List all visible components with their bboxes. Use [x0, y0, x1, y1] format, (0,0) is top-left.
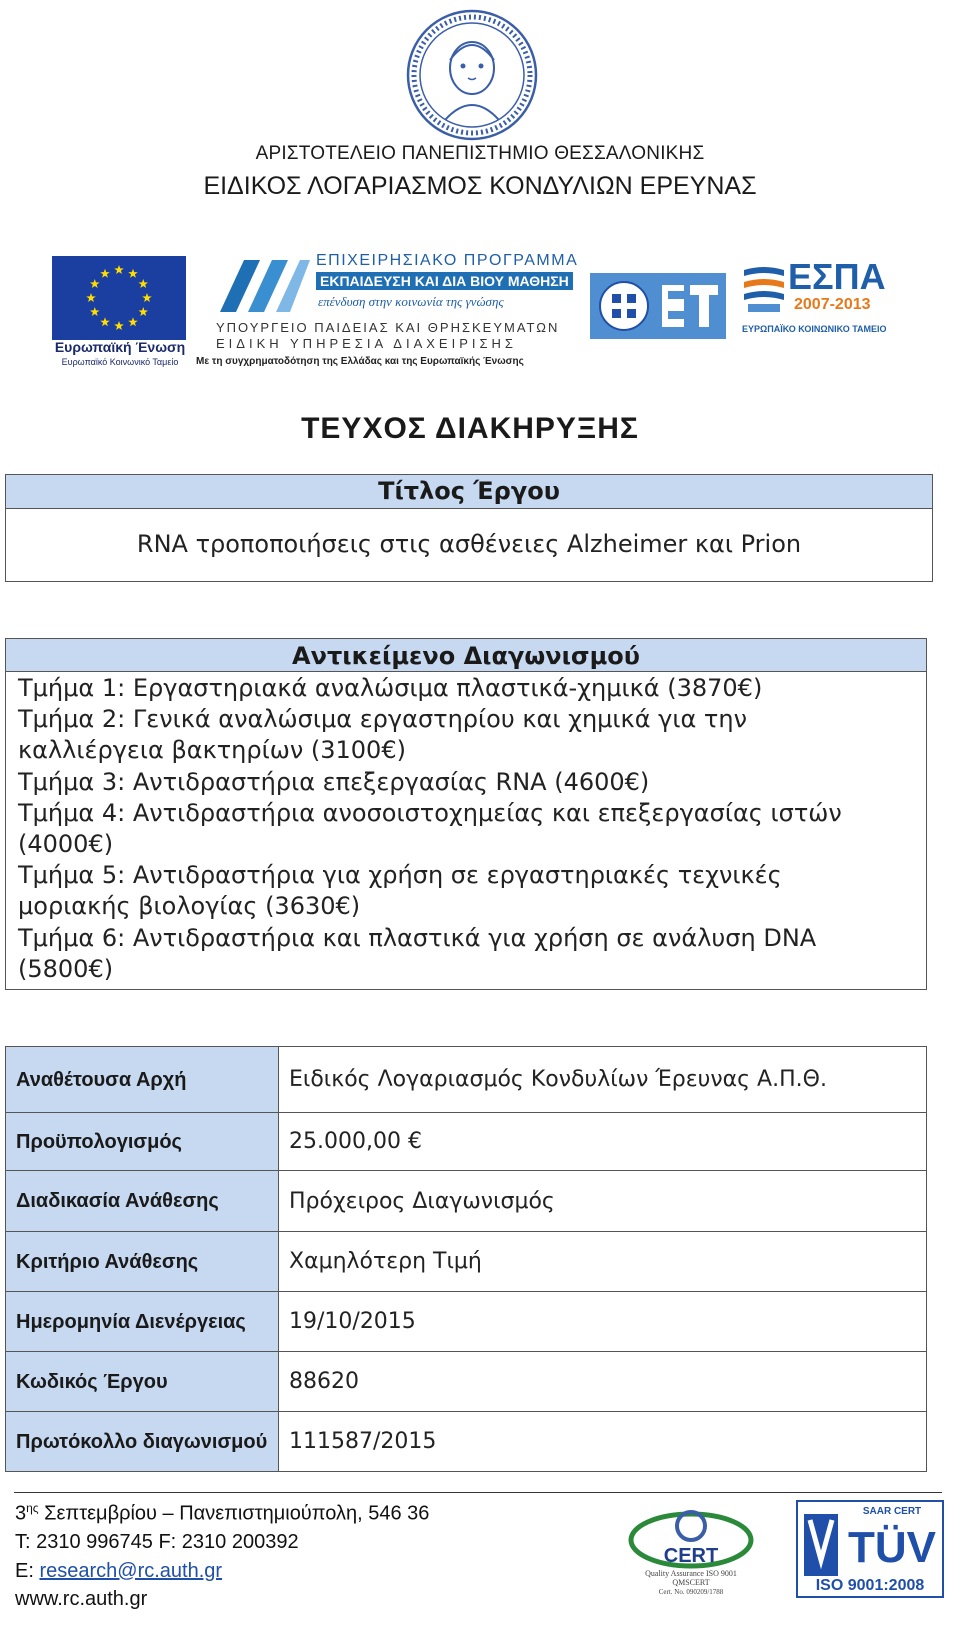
programme-wave-icon — [216, 252, 312, 318]
detail-value: 19/10/2015 — [279, 1292, 927, 1352]
table-row — [6, 1113, 927, 1171]
detail-value: 25.000,00 € — [279, 1113, 927, 1171]
detail-label: Προϋπολογισμός — [6, 1113, 279, 1171]
object-line: μοριακής βιολογίας (3630€) — [18, 892, 361, 921]
detail-label: Ημερομηνία Διενέργειας — [6, 1292, 279, 1352]
detail-value: 111587/2015 — [279, 1412, 927, 1472]
espa-logo — [742, 256, 894, 342]
table-row — [6, 1292, 927, 1352]
programme-slogan: επένδυση στην κοινωνία της γνώσης — [318, 294, 504, 309]
table-row — [6, 1412, 927, 1472]
eu-flag-icon — [52, 256, 186, 340]
espa-stripes-icon — [742, 264, 786, 314]
greek-emblem-logo — [590, 273, 726, 339]
footer-website[interactable]: www.rc.auth.gr — [15, 1588, 148, 1611]
tuv-iso-label: ISO 9001:2008 — [815, 1577, 925, 1594]
document-title: ΤΕΥΧΟΣ ΔΙΑΚΗΡΥΞΗΣ — [301, 412, 639, 445]
object-line: Τμήμα 1: Εργαστηριακά αναλώσιμα πλαστικά-χημικά (3870€) — [18, 674, 763, 702]
qmscert-logo — [624, 1500, 758, 1596]
footer-address: $3^{\eta\varsigma}$ Σεπτεμβρίου – Πανεπιστημιούπολη, 546 36 — [15, 1501, 430, 1525]
university-name: ΑΡΙΣΤΟΤΕΛΕΙΟ ΠΑΝΕΠΙΣΤΗΜΙΟ ΘΕΣΣΑΛΟΝΙΚΗΣ — [255, 143, 705, 164]
tuv-iso-logo — [796, 1500, 944, 1598]
object-line: Τμήμα 5: Αντιδραστήρια για χρήση σε εργαστηριακές τεχνικές — [18, 861, 782, 890]
object-line: καλλιέργεια βακτηρίων (3100€) — [18, 736, 406, 765]
tuv-top-label: SAAR CERT — [862, 1506, 922, 1517]
cofinancing-note: Με τη συγχρηματοδότηση της Ελλάδας και της Ευρωπαϊκής Ένωσης — [196, 356, 524, 367]
footer-contact — [15, 1494, 429, 1614]
project-title-heading: Τίτλος Έργου — [6, 475, 932, 509]
detail-label: Πρωτόκολλο διαγωνισμού — [6, 1412, 279, 1472]
email-link[interactable]: research@rc.auth.gr — [39, 1559, 223, 1582]
footer-divider — [14, 1492, 942, 1493]
detail-label: Κωδικός Έργου — [6, 1352, 279, 1412]
object-line: Τμήμα 2: Γενικά αναλώσιμα εργαστηρίου και χημικά για την — [18, 705, 747, 734]
table-row — [6, 1047, 927, 1113]
cert-org: QMSCERT — [672, 1578, 710, 1587]
project-title-text: RNA τροποποιήσεις στις ασθένειες Alzheimer και Prion — [136, 530, 802, 558]
object-line: (5800€) — [18, 954, 114, 983]
object-line: Τμήμα 3: Αντιδραστήρια επεξεργασίας RNA (4600€) — [18, 767, 650, 796]
detail-value: 88620 — [279, 1352, 927, 1412]
espa-years: 2007-2013 — [794, 296, 871, 313]
detail-value: Χαμηλότερη Τιμή — [279, 1232, 927, 1292]
operational-programme-logo — [196, 250, 588, 368]
object-line: (4000€) — [18, 829, 114, 858]
programme-name-line: ΕΚΠΑΙΔΕΥΣΗ ΚΑΙ ΔΙΑ ΒΙΟΥ ΜΑΘΗΣΗ — [316, 272, 573, 290]
contest-object-lines — [18, 673, 918, 985]
cert-number: Cert. No. 090209/1788 — [658, 1588, 724, 1596]
project-title-box — [5, 474, 933, 582]
table-row — [6, 1352, 927, 1412]
ministry-name: ΥΠΟΥΡΓΕΙΟ ΠΑΙΔΕΙΑΣ ΚΑΙ ΘΡΗΣΚΕΥΜΑΤΩΝ — [216, 320, 560, 335]
cert-subtitle: Quality Assurance ISO 9001 — [645, 1569, 737, 1578]
contest-object-heading: Αντικείμενο Διαγωνισμού — [6, 639, 926, 672]
footer-phone-fax: T: 2310 996745 F: 2310 200392 — [15, 1531, 299, 1554]
cert-name: CERT — [663, 1545, 719, 1567]
espa-fund-label: ΕΥΡΩΠΑΪΚΟ ΚΟΙΝΩΝΙΚΟ ΤΑΜΕΙΟ — [742, 324, 887, 334]
table-row — [6, 1171, 927, 1232]
programme-title-line: ΕΠΙΧΕΙΡΗΣΙΑΚΟ ΠΡΟΓΡΑΜΜΑ — [316, 252, 579, 269]
tender-details-table — [5, 1046, 927, 1472]
object-line: Τμήμα 4: Αντιδραστήρια ανοσοιστοχημείας και επεξεργασίας ιστών — [18, 798, 842, 827]
tuv-wordmark: TÜV — [848, 1523, 936, 1572]
contest-object-box — [5, 638, 927, 990]
object-line: Τμήμα 6: Αντιδραστήρια και πλαστικά για χρήση σε ανάλυση DNA — [18, 923, 817, 952]
espa-wordmark: ΕΣΠΑ — [788, 256, 886, 297]
eu-name-label: Ευρωπαϊκή Ένωση — [54, 339, 186, 355]
detail-label: Διαδικασία Ανάθεσης — [6, 1171, 279, 1232]
department-name: ΕΙΔΙΚΟΣ ΛΟΓΑΡΙΑΣΜΟΣ ΚΟΝΔΥΛΙΩΝ ΕΡΕΥΝΑΣ — [203, 172, 757, 200]
managing-authority-name: ΕΙΔΙΚΗ ΥΠΗΡΕΣΙΑ ΔΙΑΧΕΙΡΙΣΗΣ — [216, 336, 517, 351]
eu-fund-label: Ευρωπαϊκό Κοινωνικό Ταμείο — [61, 357, 179, 367]
table-row — [6, 1232, 927, 1292]
footer-email-row: E: research@rc.auth.gr — [15, 1559, 223, 1582]
detail-label: Αναθέτουσα Αρχή — [6, 1047, 279, 1113]
detail-value: Ειδικός Λογαριασμός Κονδυλίων Έρευνας Α.Π.Θ. — [279, 1047, 927, 1113]
detail-label: Κριτήριο Ανάθεσης — [6, 1232, 279, 1292]
university-seal-logo — [405, 8, 539, 142]
eu-logo — [52, 256, 188, 367]
detail-value: Πρόχειρος Διαγωνισμός — [279, 1171, 927, 1232]
